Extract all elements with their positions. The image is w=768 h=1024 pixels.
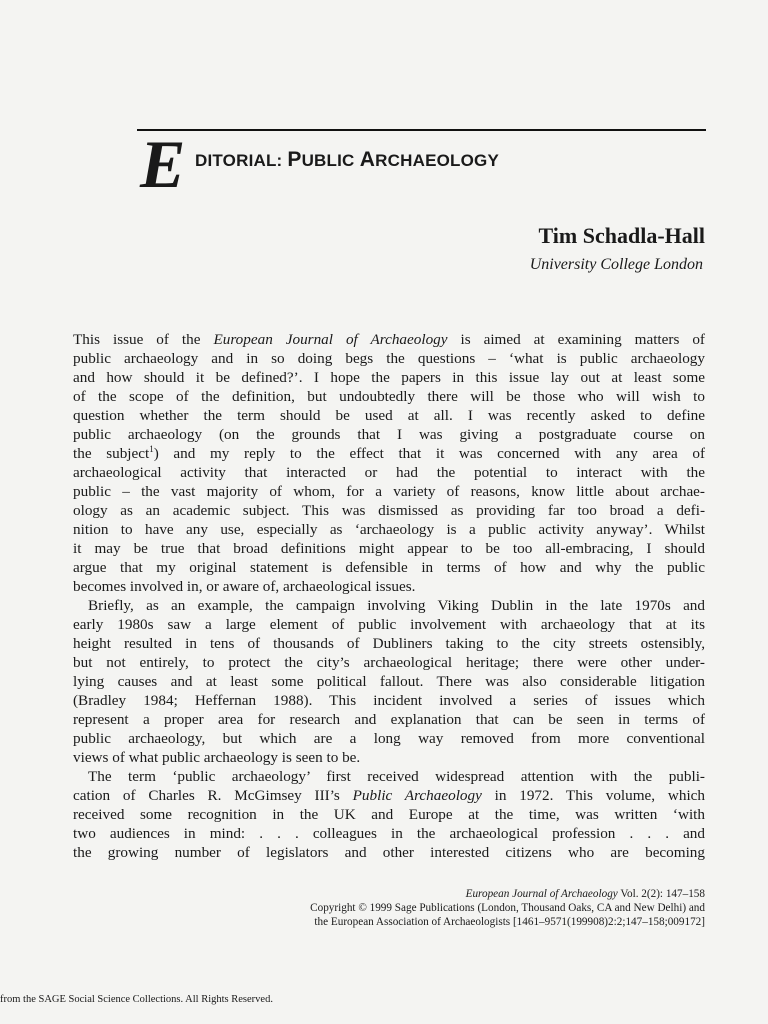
- title-cap-a: A: [354, 148, 376, 171]
- body-line: ology as an academic subject. This was dismissed as providing far too broad a defi-: [73, 502, 705, 519]
- body-line: the growing number of legislators and other interested citizens who are becoming: [73, 844, 705, 861]
- title-part-editorial: DITORIAL:: [195, 151, 288, 170]
- journal-name: European Journal of Archaeology: [213, 331, 448, 348]
- book-title: Public Archaeology: [352, 787, 482, 804]
- body-line: becomes involved in, or aware of, archaeological issues.: [73, 578, 416, 595]
- body-line: cation of Charles R. McGimsey III’s Public Archaeology in 1972. This volume, which: [73, 787, 705, 804]
- citation-line: [310, 887, 705, 901]
- body-line: The term ‘public archaeology’ first received widespread attention with the publi-: [88, 768, 705, 785]
- title-cap-p: P: [287, 148, 302, 171]
- author-affiliation: University College London: [529, 256, 703, 273]
- author-name: Tim Schadla-Hall: [538, 223, 705, 248]
- body-line: of the scope of the definition, but undoubtedly there will be those who will wish to: [73, 388, 705, 405]
- body-line: and how should it be defined?’. I hope the papers in this issue lay out at least some: [73, 369, 705, 386]
- body-line: it may be true that broad definitions might appear to be too all-embracing, I should: [73, 540, 705, 557]
- article-body: [73, 330, 705, 862]
- body-line: nition to have any use, especially as ‘archaeology is a public activity anyway’. Whilst: [73, 521, 705, 538]
- body-line: height resulted in tens of thousands of Dubliners taking to the city streets ostensibly,: [73, 635, 705, 652]
- body-line: public archaeology and in so doing begs the questions – ‘what is public archaeology: [73, 350, 705, 367]
- body-line: (Bradley 1984; Heffernan 1988). This incident involved a series of issues which: [73, 692, 705, 709]
- body-line: represent a proper area for research and explanation that can be seen in terms of: [73, 711, 705, 728]
- association-line: the European Association of Archaeologists [1461–9571(199908)2:2;147–158;009172]: [314, 916, 705, 928]
- body-line: Briefly, as an example, the campaign involving Viking Dublin in the late 1970s and: [88, 597, 705, 614]
- body-line: public archaeology (on the grounds that I was giving a postgraduate course on: [73, 426, 705, 443]
- body-line: archaeological activity that interacted or had the potential to interact with the: [73, 464, 705, 481]
- body-line: question whether the term should be used at all. I was recently asked to define: [73, 407, 705, 424]
- title-text: [195, 148, 499, 172]
- collection-notice: from the SAGE Social Science Collections. All Rights Reserved.: [0, 994, 273, 1005]
- footer-volume: Vol. 2(2): 147–158: [617, 888, 705, 900]
- body-line: public archaeology, but which are a long way removed from more conventional: [73, 730, 705, 747]
- body-line: two audiences in mind: . . . colleagues in the archaeological profession . . . and: [73, 825, 705, 842]
- body-line: lying causes and at least some political fallout. There was also considerable litigation: [73, 673, 705, 690]
- body-line: This issue of the European Journal of Archaeology is aimed at examining matters of: [73, 331, 705, 348]
- body-line: received some recognition in the UK and Europe at the time, was written ‘with: [73, 806, 705, 823]
- dropcap-letter: E: [140, 126, 186, 202]
- body-line: views of what public archaeology is seen to be.: [73, 749, 361, 766]
- body-line: but not entirely, to protect the city’s archaeological heritage; there were other under-: [73, 654, 705, 671]
- body-line: early 1980s saw a large element of public involvement with archaeology that at its: [73, 616, 705, 633]
- copyright-line: Copyright © 1999 Sage Publications (London, Thousand Oaks, CA and New Delhi) and: [310, 902, 705, 914]
- title-part-rchaeology: RCHAEOLOGY: [375, 151, 499, 170]
- body-line: the subject$^1$) and my reply to the effect that it was concerned with any area of: [73, 444, 705, 462]
- footnote-ref[interactable]: 1: [149, 444, 154, 454]
- title-rule: [137, 129, 706, 131]
- title-part-ublic: UBLIC: [301, 151, 355, 170]
- body-line: public – the vast majority of whom, for a variety of reasons, know little about archae-: [73, 483, 705, 500]
- citation-footer: [310, 887, 705, 929]
- footer-journal: European Journal of Archaeology: [465, 888, 618, 900]
- body-line: argue that my original statement is defensible in terms of how and why the public: [73, 559, 705, 576]
